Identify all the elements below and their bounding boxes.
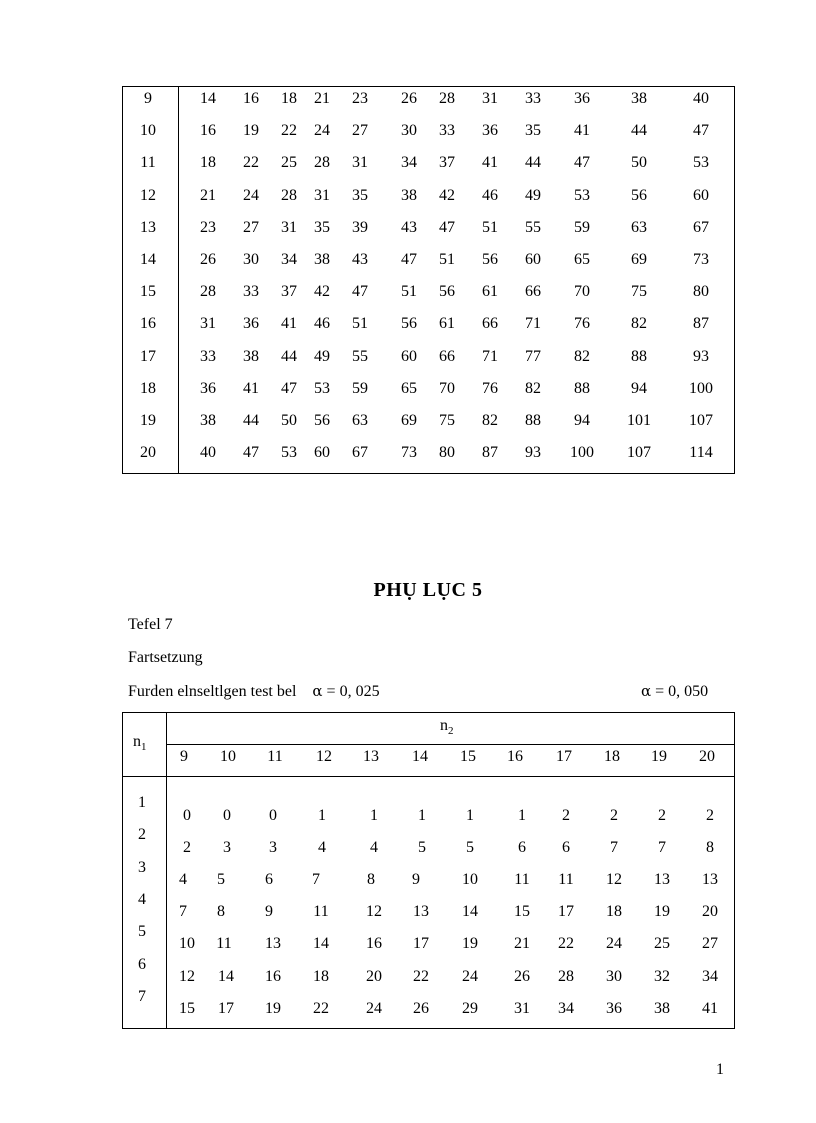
table-bottom-cell: 28: [558, 967, 574, 985]
table-bottom-cell: 29: [462, 999, 478, 1017]
table-top-cell: 46: [314, 315, 330, 333]
table-bottom-cell: 9: [265, 903, 273, 921]
table-top-cell: 53: [314, 379, 330, 397]
table-top-cell: 47: [401, 251, 417, 268]
table-bottom-cell: 13: [702, 871, 718, 889]
table-top-cell: 36: [482, 122, 498, 140]
n1-row-label: 5: [138, 923, 146, 941]
table-top-cell: 31: [314, 186, 330, 204]
table-top-cell: 38: [631, 90, 647, 107]
table-top-cell: 65: [401, 379, 417, 397]
table-top-cell: 19: [243, 122, 259, 140]
table-bottom-cell: 0: [183, 807, 191, 824]
table-bottom-cell: 6: [265, 871, 273, 889]
table-bottom-cell: 8: [217, 903, 225, 921]
n2-header: $n_2$: [440, 717, 454, 738]
table-bottom-cell: 22: [313, 999, 329, 1017]
table-top-cell: 35: [352, 186, 368, 204]
n1-row-label: 7: [138, 987, 146, 1005]
table-top-cell: 80: [693, 283, 709, 301]
table-top-cell: 73: [693, 251, 709, 268]
table-bottom-cell: 17: [413, 935, 429, 953]
n2-column-header: 14: [412, 748, 428, 765]
table-top-cell: 59: [574, 218, 590, 236]
table-top-cell: 73: [401, 444, 417, 462]
table-top-cell: 76: [482, 379, 498, 397]
n2-column-header: 17: [556, 748, 572, 765]
table-top-cell: 55: [352, 347, 368, 365]
table-top-n1-cell: 9: [144, 90, 152, 107]
table-top-cell: 18: [200, 154, 216, 172]
continuation-label: Fartsetzung: [128, 649, 203, 666]
n2-column-header: 15: [460, 748, 476, 765]
table-top-cell: 75: [631, 283, 647, 301]
table-top-cell: 60: [693, 186, 709, 204]
table-bottom-cell: 20: [702, 903, 718, 921]
table-bottom-cell: 15: [179, 999, 195, 1017]
table-top-cell: 60: [314, 444, 330, 462]
table-top-cell: 18: [281, 90, 297, 107]
table-bottom-cell: 22: [558, 935, 574, 953]
table-bottom-cell: 2: [610, 807, 618, 824]
table-bottom-cell: 41: [702, 999, 718, 1017]
table-top-cell: 44: [525, 154, 541, 172]
table-top-cell: 67: [352, 444, 368, 462]
table-bottom-cell: 27: [702, 935, 718, 953]
alpha-symbol-right: α: [641, 682, 652, 700]
table-top-cell: 55: [525, 218, 541, 236]
table-top-n1-cell: 10: [140, 122, 156, 140]
table-top-cell: 100: [689, 379, 713, 397]
table-top-cell: 24: [243, 186, 259, 204]
table-top-cell: 40: [693, 90, 709, 107]
table-top-cell: 67: [693, 218, 709, 236]
table-bottom-cell: 4: [370, 839, 378, 857]
table-bottom-cell: 22: [413, 967, 429, 985]
table-top-cell: 50: [631, 154, 647, 172]
table-bottom-cell: 7: [179, 903, 187, 921]
n2-column-header: 20: [699, 748, 715, 765]
table-top-cell: 53: [281, 444, 297, 462]
table-top-cell: 47: [574, 154, 590, 172]
table-top-cell: 107: [627, 444, 651, 462]
table-bottom-cell: 7: [312, 871, 320, 889]
table-bottom-cell: 24: [606, 935, 622, 953]
table-top-cell: 28: [200, 283, 216, 301]
table-top-cell: 41: [574, 122, 590, 140]
table-bottom-cell: 0: [223, 807, 231, 824]
table-bottom-cell: 18: [606, 903, 622, 921]
table-top-cell: 56: [482, 251, 498, 268]
table-bottom-cell: 5: [466, 839, 474, 857]
table-bottom-cell: 11: [313, 903, 329, 921]
table-top-cell: 14: [200, 90, 216, 107]
table-top-cell: 41: [243, 379, 259, 397]
table-top-cell: 42: [439, 186, 455, 204]
table-top-cell: 82: [482, 412, 498, 429]
table-top-cell: 36: [200, 379, 216, 397]
table-top-cell: 34: [281, 251, 297, 268]
table-top-cell: 56: [314, 412, 330, 429]
table-top-cell: 63: [352, 412, 368, 429]
table-bottom-cell: 13: [654, 871, 670, 889]
table-top-cell: 28: [281, 186, 297, 204]
table-top-cell: 114: [689, 444, 713, 462]
table-top-cell: 76: [574, 315, 590, 333]
table-top-cell: 51: [482, 218, 498, 236]
table-top-cell: 50: [281, 412, 297, 429]
table-top-cell: 51: [352, 315, 368, 333]
table-top-cell: 94: [631, 379, 647, 397]
table-bottom-border-right: [734, 712, 735, 1029]
table-top-n1-cell: 11: [140, 154, 156, 172]
table-top-cell: 93: [525, 444, 541, 462]
table-top-cell: 82: [631, 315, 647, 333]
n1-row-label: 6: [138, 955, 146, 973]
table-top-cell: 60: [525, 251, 541, 268]
table-bottom-cell: 34: [558, 999, 574, 1017]
test-caption: [128, 682, 380, 701]
table-bottom-cell: 11: [216, 935, 232, 953]
table-top-cell: 30: [243, 251, 259, 268]
table-bottom-cell: 10: [462, 871, 478, 889]
table-top-cell: 38: [401, 186, 417, 204]
test-caption-text: Furden elnseltlgen test bel: [128, 683, 297, 700]
table-bottom-cell: 26: [413, 999, 429, 1017]
table-top-cell: 41: [281, 315, 297, 333]
table-bottom-cell: 20: [366, 967, 382, 985]
table-bottom-cell: 16: [366, 935, 382, 953]
table-top-cell: 71: [482, 347, 498, 365]
table-top-n1-cell: 17: [140, 347, 156, 365]
table-bottom-cell: 6: [562, 839, 570, 857]
table-bottom-cell: 34: [702, 967, 718, 985]
table-bottom-cell: 32: [654, 967, 670, 985]
table-bottom-cell: 14: [313, 935, 329, 953]
table-top-border-top: [122, 86, 735, 87]
table-bottom-border-bottom: [122, 1028, 735, 1029]
table-top-cell: 35: [525, 122, 541, 140]
table-top-cell: 53: [574, 186, 590, 204]
table-bottom-cell: 2: [658, 807, 666, 824]
table-bottom-cell: 30: [606, 967, 622, 985]
table-bottom-cell: 0: [269, 807, 277, 824]
n2-column-header: 12: [316, 748, 332, 765]
table-top-cell: 47: [352, 283, 368, 301]
table-top-cell: 37: [439, 154, 455, 172]
table-top-cell: 53: [693, 154, 709, 172]
table-bottom-cell: 5: [217, 871, 225, 889]
n1-row-label: 3: [138, 858, 146, 876]
table-top-cell: 49: [314, 347, 330, 365]
table-top-cell: 38: [200, 412, 216, 429]
table-top-cell: 22: [243, 154, 259, 172]
table-top-cell: 40: [200, 444, 216, 462]
table-top-cell: 47: [439, 218, 455, 236]
table-top-cell: 44: [631, 122, 647, 140]
table-bottom-cell: 9: [412, 871, 420, 889]
table-top-cell: 34: [401, 154, 417, 172]
table-top-cell: 107: [689, 412, 713, 429]
table-top-cell: 42: [314, 283, 330, 301]
table-top-cell: 38: [243, 347, 259, 365]
table-bottom-cell: 6: [518, 839, 526, 857]
table-top-cell: 25: [281, 154, 297, 172]
table-top-cell: 80: [439, 444, 455, 462]
table-bottom-cell: 26: [514, 967, 530, 985]
alpha-value-1: = 0, 025: [322, 683, 380, 700]
table-bottom-cell: 4: [318, 839, 326, 857]
table-top-n1-cell: 19: [140, 412, 156, 429]
table-bottom-cell: 16: [265, 967, 281, 985]
table-bottom-cell: 2: [183, 839, 191, 857]
table-top-cell: 31: [281, 218, 297, 236]
table-top-cell: 56: [401, 315, 417, 333]
table-top-cell: 93: [693, 347, 709, 365]
table-top-cell: 47: [281, 379, 297, 397]
table-bottom-cell: 7: [610, 839, 618, 857]
table-bottom-cell: 2: [706, 807, 714, 824]
table-top-cell: 61: [439, 315, 455, 333]
table-bottom-cell: 19: [462, 935, 478, 953]
n2-column-header: 10: [220, 748, 236, 765]
table-bottom-cell: 11: [514, 871, 530, 889]
table-bottom-divider: [166, 712, 167, 1029]
table-top-cell: 44: [281, 347, 297, 365]
table-top-cell: 101: [627, 412, 651, 429]
table-bottom-cell: 1: [466, 807, 474, 824]
header-bottom-rule: [122, 776, 735, 777]
table-top-cell: 27: [243, 218, 259, 236]
table-bottom-cell: 5: [418, 839, 426, 857]
table-top-cell: 21: [200, 186, 216, 204]
header-n2-rule: [166, 744, 735, 745]
table-top-cell: 41: [482, 154, 498, 172]
table-bottom-cell: 1: [370, 807, 378, 824]
alpha-symbol: α: [312, 682, 323, 700]
table-top-n1-cell: 13: [140, 218, 156, 236]
table-top-cell: 47: [243, 444, 259, 462]
table-bottom-cell: 13: [413, 903, 429, 921]
n1-row-label: 2: [138, 826, 146, 844]
table-bottom-cell: 25: [654, 935, 670, 953]
table-bottom-border-top: [122, 712, 735, 713]
table-bottom-cell: 31: [514, 999, 530, 1017]
table-top-cell: 43: [401, 218, 417, 236]
table-top-cell: 44: [243, 412, 259, 429]
table-top-cell: 16: [243, 90, 259, 107]
table-top-cell: 82: [525, 379, 541, 397]
table-top-cell: 82: [574, 347, 590, 365]
page-number: 1: [716, 1061, 724, 1078]
table-top-cell: 21: [314, 90, 330, 107]
table-bottom-cell: 7: [658, 839, 666, 857]
table-top-cell: 87: [482, 444, 498, 462]
table-bottom-cell: 12: [179, 967, 195, 985]
table-bottom-cell: 12: [606, 871, 622, 889]
table-top-cell: 31: [482, 90, 498, 107]
alpha-value-2: = 0, 050: [651, 683, 709, 700]
table-bottom-cell: 19: [265, 999, 281, 1017]
table-top-cell: 26: [200, 251, 216, 268]
table-top-cell: 23: [352, 90, 368, 107]
table-top-cell: 31: [352, 154, 368, 172]
table-top-cell: 75: [439, 412, 455, 429]
table-top-cell: 65: [574, 251, 590, 268]
n1-row-label: 1: [138, 794, 146, 811]
table-top-n1-cell: 18: [140, 379, 156, 397]
table-top-cell: 87: [693, 315, 709, 333]
table-top-cell: 59: [352, 379, 368, 397]
table-bottom-cell: 4: [179, 871, 187, 889]
table-top-cell: 49: [525, 186, 541, 204]
table-top-cell: 66: [482, 315, 498, 333]
n2-column-header: 9: [180, 748, 188, 765]
table-top-cell: 35: [314, 218, 330, 236]
table-top-cell: 33: [525, 90, 541, 107]
table-top-cell: 24: [314, 122, 330, 140]
table-bottom-cell: 8: [367, 871, 375, 889]
table-bottom-cell: 11: [558, 871, 574, 889]
table-bottom-cell: 15: [514, 903, 530, 921]
table-top-cell: 71: [525, 315, 541, 333]
table-top-cell: 37: [281, 283, 297, 301]
table-bottom-border-left: [122, 712, 123, 1029]
table-top-cell: 56: [631, 186, 647, 204]
table-top-cell: 60: [401, 347, 417, 365]
table-bottom-cell: 17: [218, 999, 234, 1017]
n2-column-header: 13: [363, 748, 379, 765]
n1-row-label: 4: [138, 890, 146, 908]
table-top-cell: 28: [314, 154, 330, 172]
table-bottom-cell: 24: [366, 999, 382, 1017]
table-top-cell: 23: [200, 218, 216, 236]
table-top-cell: 28: [439, 90, 455, 107]
table-top-cell: 69: [401, 412, 417, 429]
table-bottom-cell: 38: [654, 999, 670, 1017]
n2-column-header: 18: [604, 748, 620, 765]
appendix-heading: PHỤ LỤC 5: [373, 579, 483, 601]
table-bottom-cell: 8: [706, 839, 714, 857]
table-top-cell: 26: [401, 90, 417, 107]
table-top-cell: 61: [482, 283, 498, 301]
table-bottom-cell: 3: [269, 839, 277, 857]
table-bottom-cell: 1: [318, 807, 326, 824]
table-bottom-cell: 13: [265, 935, 281, 953]
table-top-cell: 43: [352, 251, 368, 268]
table-top-cell: 27: [352, 122, 368, 140]
table-bottom-cell: 12: [366, 903, 382, 921]
table-bottom-cell: 36: [606, 999, 622, 1017]
table-top-n1-cell: 15: [140, 283, 156, 301]
table-bottom-cell: 21: [514, 935, 530, 953]
alpha-caption-right: [641, 682, 708, 701]
table-top-cell: 51: [401, 283, 417, 301]
table-bottom-cell: 17: [558, 903, 574, 921]
table-top-cell: 33: [439, 122, 455, 140]
table-bottom-cell: 19: [654, 903, 670, 921]
table-number-label: Tefel 7: [128, 616, 173, 633]
table-top-cell: 33: [200, 347, 216, 365]
table-top-cell: 38: [314, 251, 330, 268]
table-top-cell: 88: [631, 347, 647, 365]
table-top-cell: 31: [200, 315, 216, 333]
table-top-cell: 66: [439, 347, 455, 365]
table-bottom-cell: 3: [223, 839, 231, 857]
table-top-cell: 77: [525, 347, 541, 365]
table-top-border-left: [122, 86, 123, 474]
table-top-cell: 88: [525, 412, 541, 429]
table-top-border-bottom: [122, 473, 735, 474]
table-bottom-cell: 2: [562, 807, 570, 824]
table-bottom-cell: 1: [418, 807, 426, 824]
table-top-border-right: [734, 86, 735, 474]
n2-column-header: 11: [267, 748, 283, 765]
table-top-cell: 30: [401, 122, 417, 140]
table-top-n1-cell: 14: [140, 251, 156, 268]
table-top-n1-cell: 20: [140, 444, 156, 462]
table-top-cell: 51: [439, 251, 455, 268]
table-bottom-cell: 14: [218, 967, 234, 985]
table-top-cell: 36: [243, 315, 259, 333]
table-top-cell: 66: [525, 283, 541, 301]
table-top-cell: 94: [574, 412, 590, 429]
table-top-cell: 56: [439, 283, 455, 301]
table-top-divider: [178, 86, 179, 474]
n1-header: $n_1$: [133, 733, 147, 754]
table-top-n1-cell: 12: [140, 186, 156, 204]
table-top-cell: 69: [631, 251, 647, 268]
table-bottom-cell: 10: [179, 935, 195, 953]
table-top-cell: 22: [281, 122, 297, 140]
table-top-cell: 36: [574, 90, 590, 107]
table-bottom-cell: 14: [462, 903, 478, 921]
table-top-cell: 70: [439, 379, 455, 397]
table-top-cell: 16: [200, 122, 216, 140]
table-bottom-cell: 18: [313, 967, 329, 985]
table-top-cell: 39: [352, 218, 368, 236]
table-bottom-cell: 1: [518, 807, 526, 824]
table-top-cell: 88: [574, 379, 590, 397]
n2-column-header: 16: [507, 748, 523, 765]
n2-column-header: 19: [651, 748, 667, 765]
table-top-cell: 47: [693, 122, 709, 140]
table-top-cell: 33: [243, 283, 259, 301]
table-bottom-cell: 24: [462, 967, 478, 985]
table-top-cell: 70: [574, 283, 590, 301]
table-top-cell: 46: [482, 186, 498, 204]
table-top-cell: 63: [631, 218, 647, 236]
table-top-cell: 100: [570, 444, 594, 462]
table-top-n1-cell: 16: [140, 315, 156, 333]
